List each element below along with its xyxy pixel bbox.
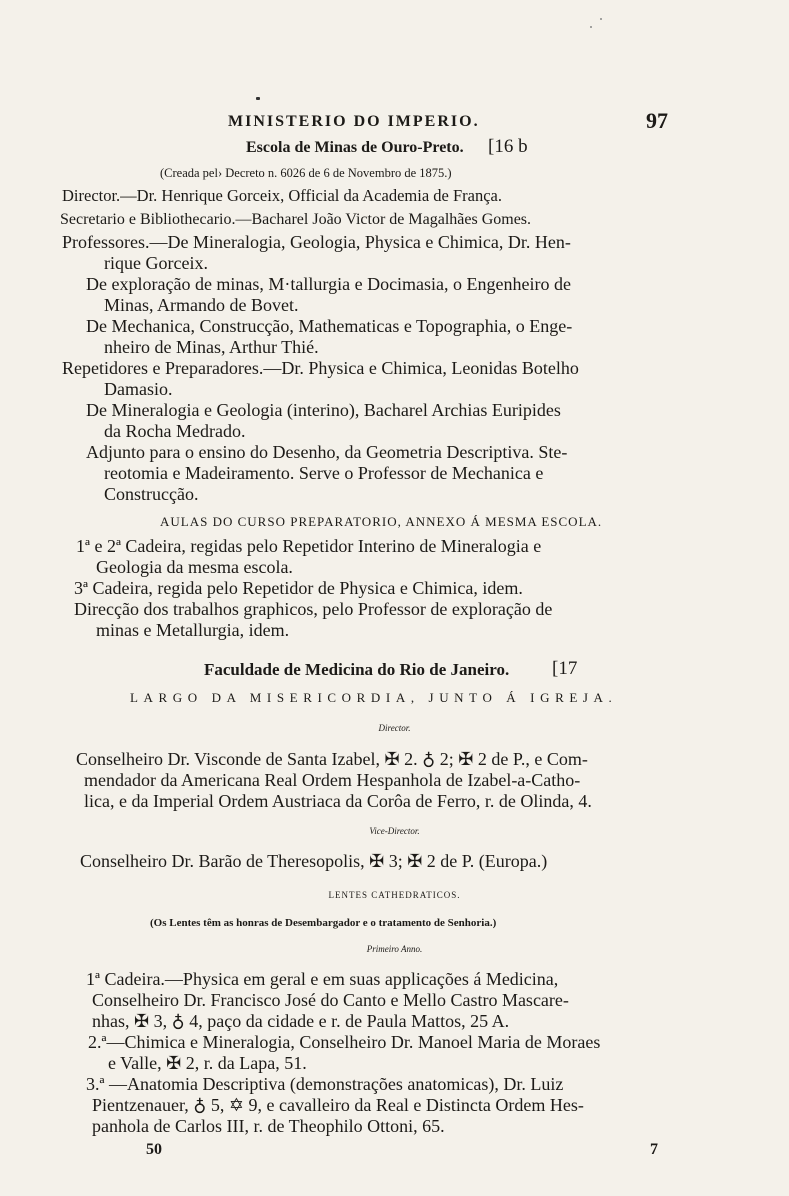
director-heading: Director. [378,723,411,733]
running-head: MINISTERIO DO IMPERIO. [228,113,480,130]
text-line: reotomia e Madeiramento. Serve o Professor de Mechanica e [104,463,544,483]
cadeira-line: Conselheiro Dr. Francisco José do Canto e Mello Castro Mascare- [92,990,569,1010]
professors-line: Professores.—De Mineralogia, Geologia, Physica e Chimica, Dr. Hen- [62,232,571,252]
aulas-line: 1ª e 2ª Cadeira, regidas pelo Repetidor Interino de Mineralogia e [76,536,542,556]
signature-mark: 50 [146,1141,162,1158]
cadeira-line: Pientzenauer, ♁ 5, ✡ 9, e cavalleiro da Real e Distincta Ordem Hes- [92,1095,584,1115]
text-line: De exploração de minas, M·tallurgia e Docimasia, o Engenheiro de [86,274,571,294]
cadeira-line: nhas, ✠ 3, ♁ 4, paço da cidade e r. de Paula Mattos, 25 A. [92,1011,510,1031]
director-line: Director.—Dr. Henrique Gorceix, Official da Academia de França. [62,186,502,205]
lentes-heading: LENTES CATHEDRATICOS. [328,890,461,900]
scan-speck [590,26,592,28]
cadeira-line: 1ª Cadeira.—Physica em geral e em suas applicações á Medicina, [86,969,559,989]
aulas-heading: AULAS DO CURSO PREPARATORIO, ANNEXO Á MESMA ESCOLA. [160,514,603,529]
text-line: De Mechanica, Construcção, Mathematicas e Topographia, o Enge- [86,316,573,336]
anno-heading: Primeiro Anno. [366,944,423,954]
vice-director-entry: Conselheiro Dr. Barão de Theresopolis, ✠ 3; ✠ 2 de P. (Europa.) [80,851,548,871]
section-title-escola: Escola de Minas de Ouro-Preto. [246,139,464,156]
lentes-note: (Os Lentes têm as honras de Desembargador e o tratamento de Senhoria.) [150,917,497,929]
cadeira-line: 2.ª—Chimica e Mineralogia, Conselheiro Dr. Manoel Maria de Moraes [88,1032,601,1052]
text-line: nheiro de Minas, Arthur Thié. [104,337,319,357]
scan-speck [600,18,602,20]
creation-decree: (Creada pel› Decreto n. 6026 de 6 de Novembro de 1875.) [160,166,452,180]
text-line: Minas, Armando de Bovet. [104,295,299,315]
text-line: Damasio. [104,379,173,399]
sheet-number: 7 [650,1141,658,1158]
secretary-line: Secretario e Bibliothecario.—Bacharel João Victor de Magalhães Gomes. [60,211,532,228]
text-line: Adjunto para o ensino do Desenho, da Geometria Descriptiva. Ste- [86,442,568,462]
aulas-line: Direcção dos trabalhos graphicos, pelo Professor de exploração de [74,599,553,619]
text-line: De Mineralogia e Geologia (interino), Bacharel Archias Euripides [86,400,561,420]
faculdade-address: LARGO DA MISERICORDIA, JUNTO Á IGREJA. [130,690,618,705]
section-title-faculdade: Faculdade de Medicina do Rio de Janeiro. [204,660,510,679]
page-number: 97 [646,108,668,133]
aulas-line: Geologia da mesma escola. [96,557,293,577]
director-entry: Conselheiro Dr. Visconde de Santa Izabel, ✠ 2. ♁ 2; ✠ 2 de P., e Com- [76,749,588,769]
cadeira-line: e Valle, ✠ 2, r. da Lapa, 51. [108,1053,307,1073]
text-line: Construcção. [104,484,199,504]
repetidores-line: Repetidores e Preparadores.—Dr. Physica e Chimica, Leonidas Botelho [62,358,579,378]
text-line: rique Gorceix. [104,253,208,273]
text-line: da Rocha Medrado. [104,421,246,441]
director-entry: lica, e da Imperial Ordem Austriaca da Corôa de Ferro, r. de Olinda, 4. [84,791,592,811]
margin-note: [17 [552,658,578,679]
cadeira-line: 3.ª —Anatomia Descriptiva (demonstrações anatomicas), Dr. Luiz [86,1074,564,1094]
cadeira-line: panhola de Carlos III, r. de Theophilo Ottoni, 65. [92,1116,445,1136]
aulas-line: 3ª Cadeira, regida pelo Repetidor de Physica e Chimica, idem. [74,578,523,598]
director-entry: mendador da Americana Real Ordem Hespanhola de Izabel-a-Catho- [84,770,581,790]
margin-note: [16 b [488,136,528,157]
scan-speck [256,97,260,100]
vice-director-heading: Vice-Director. [369,826,420,836]
aulas-line: minas e Metallurgia, idem. [96,620,290,640]
